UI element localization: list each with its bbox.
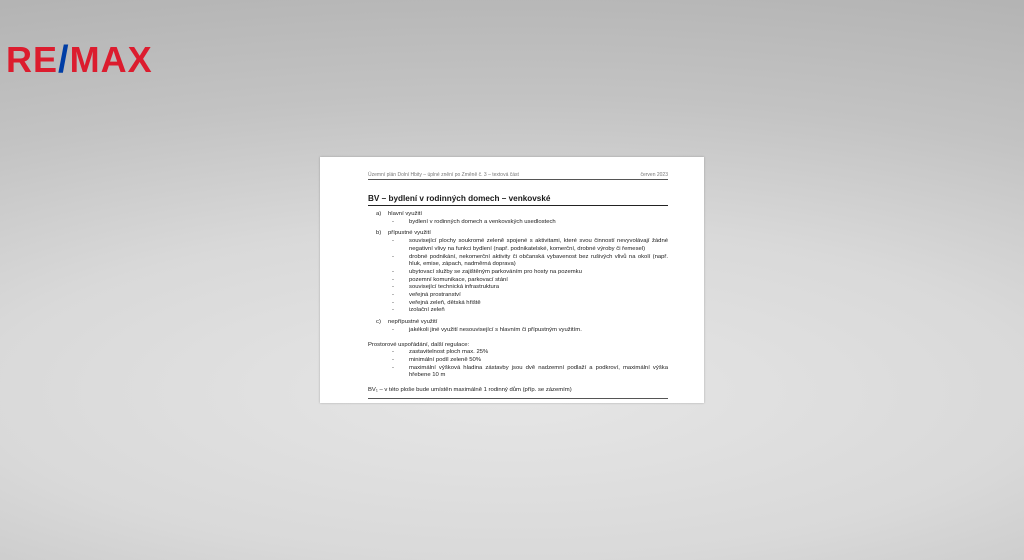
- page-header: [368, 172, 668, 180]
- logo-text-right: MAX: [69, 39, 153, 80]
- list-item: - jakékoli jiné využití nesouvisející s hlavním či přípustným využitím.: [392, 326, 582, 333]
- remax-logo[interactable]: [6, 38, 153, 82]
- section-b: [368, 230, 668, 315]
- bv1-note: BV₁ – v této ploše bude umístěn maximálně 1 rodinný dům (příp. se zázemím): [368, 387, 572, 394]
- document-body: [368, 211, 668, 395]
- list-item: - minimální podíl zeleně 50%: [392, 356, 482, 363]
- header-date: červen 2023: [640, 172, 668, 178]
- list-item: - související technická infrastruktura: [392, 284, 500, 291]
- list-item: - izolační zeleň: [392, 307, 445, 314]
- section-letter: b): [376, 230, 382, 237]
- page-footer-rule: [368, 398, 668, 399]
- list-item: - zastavitelnost ploch max. 25%: [392, 349, 489, 356]
- section-c: [368, 319, 668, 334]
- document-title: BV – bydlení v rodinných domech – venkovské: [368, 194, 668, 206]
- list-item: - pozemní komunikace, parkovací stání: [392, 276, 508, 283]
- section-heading: hlavní využití: [388, 211, 423, 217]
- section-a: [368, 211, 668, 226]
- list-item: - maximální výšková hladina zástavby jsou dvě nadzemní podlaží a podkroví, maximální výška hřebene 10 m: [392, 364, 668, 379]
- section-heading: přípustné využití: [388, 230, 431, 237]
- list-item: - ubytovací služby se zajištěným parkováním pro hosty na pozemku: [392, 268, 582, 275]
- list-item: - bydlení v rodinných domech a venkovských usedlostech: [392, 218, 556, 225]
- document-page: [320, 157, 704, 403]
- list-item: - drobné podnikání, nekomerční aktivity či občanská vybavenost bez rušivých vlivů na okolí (např. hluk, emise, zápach, nadměrná doprava): [392, 253, 668, 268]
- regulation-list: [368, 349, 668, 380]
- logo-text-left: RE: [6, 39, 59, 80]
- header-left-text: Územní plán Dolní Hbity – úplné znění po Změně č. 3 – textová část: [368, 172, 519, 178]
- section-heading: nepřípustné využití: [388, 319, 438, 326]
- list-item: - veřejná zeleň, dětská hřiště: [392, 299, 481, 306]
- list-item: - veřejná prostranství: [392, 292, 461, 299]
- regulation-heading: Prostorové uspořádání, další regulace:: [368, 341, 470, 348]
- logo-slash: /: [58, 39, 70, 81]
- section-letter: a): [376, 211, 382, 217]
- section-letter: c): [376, 319, 381, 326]
- list-item: - související plochy soukromé zeleně spojené s aktivitami, které svou činností nevyvolávají žádné negativní vlivy na funkci bydlení (např. podnikatelské, komerční, drobné výroby či řemesel): [392, 238, 668, 252]
